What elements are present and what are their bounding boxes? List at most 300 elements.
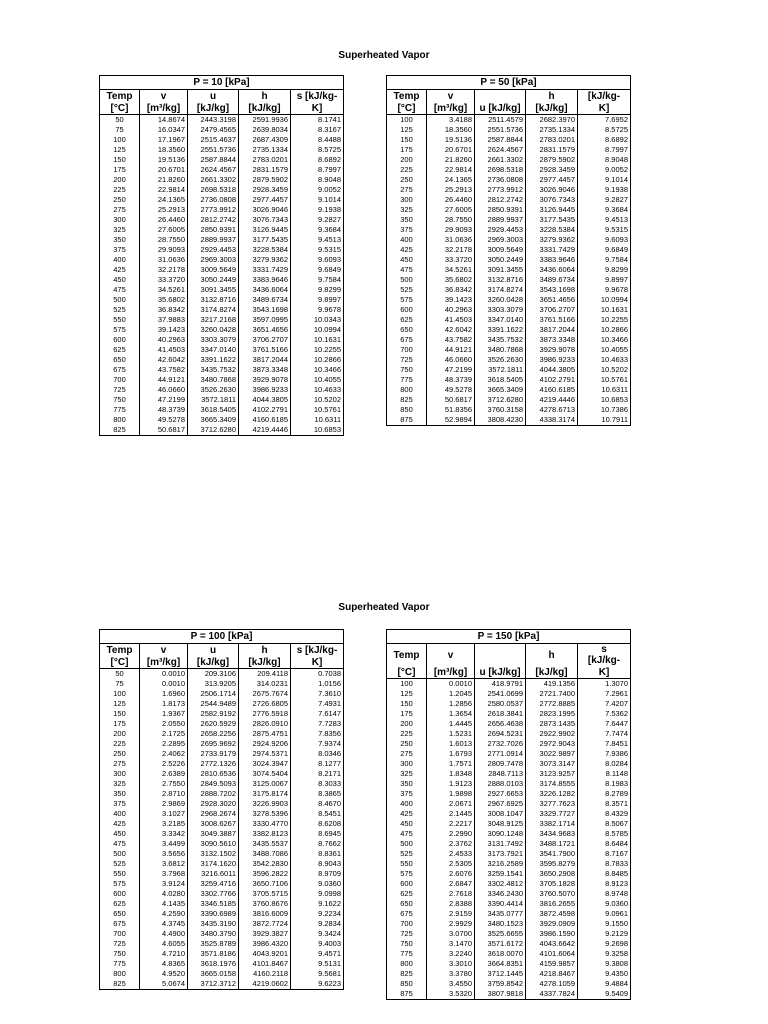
h-cell: 3986.1590 — [526, 929, 578, 939]
table-row — [100, 899, 344, 909]
temp-cell: 400 — [100, 255, 140, 265]
h-cell: 4043.6642 — [526, 939, 578, 949]
v-cell: 2.2990 — [427, 829, 475, 839]
temp-cell: 600 — [100, 335, 140, 345]
table-row — [100, 375, 344, 385]
v-cell: 2.4062 — [140, 749, 188, 759]
table-row — [387, 829, 631, 839]
s-cell: 9.3684 — [578, 205, 631, 215]
h-cell: 2928.3459 — [526, 165, 578, 175]
u-cell: 3390.4414 — [475, 899, 526, 909]
h-cell: 4160.2118 — [239, 969, 291, 979]
temp-cell: 375 — [387, 225, 427, 235]
temp-cell: 300 — [387, 195, 427, 205]
table-row — [100, 939, 344, 949]
u-cell: 2812.2742 — [188, 215, 239, 225]
temp-cell: 375 — [100, 799, 140, 809]
h-cell: 4160.6185 — [526, 385, 578, 395]
s-cell: 9.0998 — [291, 889, 344, 899]
v-cell: 2.8388 — [427, 899, 475, 909]
s-cell: 8.3571 — [578, 799, 631, 809]
table-row — [387, 899, 631, 909]
h-cell: 3177.5435 — [526, 215, 578, 225]
s-cell: 8.7997 — [291, 165, 344, 175]
s-cell: 9.4513 — [291, 235, 344, 245]
h-header: h — [526, 644, 578, 667]
h-cell: 4338.3174 — [526, 415, 578, 426]
v-cell: 33.3720 — [140, 275, 188, 285]
temp-cell: 750 — [100, 949, 140, 959]
u-cell: 3260.0428 — [188, 325, 239, 335]
h-cell: 3872.4598 — [526, 909, 578, 919]
table-row — [100, 699, 344, 709]
pressure-title: P = 10 [kPa] — [100, 76, 344, 90]
s-cell: 10.0994 — [291, 325, 344, 335]
s-cell: 1.3070 — [578, 679, 631, 690]
u-cell: 2698.5318 — [475, 165, 526, 175]
s-cell: 10.5202 — [578, 365, 631, 375]
u-cell: 3391.1622 — [188, 355, 239, 365]
temp-cell: 800 — [387, 385, 427, 395]
v-cell: 2.9159 — [427, 909, 475, 919]
h-cell: 3929.9078 — [239, 375, 291, 385]
v-cell: 1.8348 — [427, 769, 475, 779]
temp-cell: 275 — [387, 749, 427, 759]
u-cell: 2733.9179 — [188, 749, 239, 759]
s-cell: 8.9048 — [578, 155, 631, 165]
table-row — [100, 295, 344, 305]
temp-cell: 125 — [100, 145, 140, 155]
u-cell: 2889.9937 — [188, 235, 239, 245]
h-cell: 3929.3827 — [239, 929, 291, 939]
table-row — [100, 185, 344, 195]
v-cell: 1.9898 — [427, 789, 475, 799]
table-row — [100, 235, 344, 245]
s-cell: 9.4003 — [291, 939, 344, 949]
s-cell: 8.1277 — [291, 759, 344, 769]
h-cell: 3816.6009 — [239, 909, 291, 919]
temp-cell: 200 — [387, 719, 427, 729]
table-row — [100, 325, 344, 335]
temp-cell: 775 — [387, 375, 427, 385]
u-cell: 3346.2430 — [475, 889, 526, 899]
u-cell: 3090.1248 — [475, 829, 526, 839]
u-cell: 3008.1047 — [475, 809, 526, 819]
u-cell: 3665.0158 — [188, 969, 239, 979]
temp-cell: 650 — [100, 909, 140, 919]
v-cell: 1.6013 — [427, 739, 475, 749]
s-cell: 9.7584 — [578, 255, 631, 265]
table-row — [100, 365, 344, 375]
h-cell: 2831.1579 — [526, 145, 578, 155]
table-body — [100, 115, 344, 436]
h-cell: 3383.9646 — [239, 275, 291, 285]
h-cell: 3543.1698 — [239, 305, 291, 315]
table-row — [100, 145, 344, 155]
s-cell: 9.8997 — [578, 275, 631, 285]
v-cell: 40.2963 — [140, 335, 188, 345]
u-cell: 3618.1976 — [188, 959, 239, 969]
temp-cell: 125 — [387, 689, 427, 699]
v-cell: 3.5656 — [140, 849, 188, 859]
v-cell: 1.2045 — [427, 689, 475, 699]
s-cell: 8.0284 — [578, 759, 631, 769]
temp-cell: 350 — [387, 779, 427, 789]
s-cell: 9.8299 — [578, 265, 631, 275]
table-row — [387, 709, 631, 719]
table-row — [100, 789, 344, 799]
h-cell: 3541.7900 — [526, 849, 578, 859]
temp-cell: 775 — [100, 405, 140, 415]
temp-cell: 100 — [387, 115, 427, 126]
u-cell: 3526.2630 — [188, 385, 239, 395]
u-cell: 3435.0777 — [475, 909, 526, 919]
h-cell: 2783.0201 — [526, 135, 578, 145]
v-cell: 2.9869 — [140, 799, 188, 809]
table-row — [387, 809, 631, 819]
u-cell: 3712.3712 — [188, 979, 239, 990]
u-cell: 2850.9391 — [188, 225, 239, 235]
temp-cell: 175 — [387, 145, 427, 155]
temp-cell: 275 — [100, 205, 140, 215]
table-row — [100, 225, 344, 235]
s-cell: 7.9374 — [291, 739, 344, 749]
temp-cell: 150 — [387, 699, 427, 709]
temp-cell: 475 — [100, 285, 140, 295]
s-cell: 9.3684 — [291, 225, 344, 235]
s-cell: 10.7911 — [578, 415, 631, 426]
h-cell: 2831.1579 — [239, 165, 291, 175]
h-cell: 3435.5537 — [239, 839, 291, 849]
h-cell: 419.1356 — [526, 679, 578, 690]
h-cell: 2972.9043 — [526, 739, 578, 749]
s-cell: 10.2866 — [578, 325, 631, 335]
temp-cell: 350 — [387, 215, 427, 225]
s-cell: 9.2234 — [291, 909, 344, 919]
h-cell: 2675.7674 — [239, 689, 291, 699]
table-row — [100, 425, 344, 436]
h-cell: 3226.1282 — [526, 789, 578, 799]
s-cell: 7.9386 — [578, 749, 631, 759]
u-cell: 2849.5093 — [188, 779, 239, 789]
table-p10 — [99, 75, 344, 436]
v-cell: 35.6802 — [140, 295, 188, 305]
v-cell: 33.3720 — [427, 255, 475, 265]
s-cell: 7.8356 — [291, 729, 344, 739]
table-row — [100, 305, 344, 315]
table-row — [100, 779, 344, 789]
s-cell: 8.4670 — [291, 799, 344, 809]
u-cell: 3807.9818 — [475, 989, 526, 1000]
s-cell: 10.6311 — [291, 415, 344, 425]
s-cell: 7.2961 — [578, 689, 631, 699]
u-cell: 3009.5649 — [188, 265, 239, 275]
temp-unit: [°C] — [387, 102, 427, 115]
h-cell: 2977.4457 — [526, 175, 578, 185]
table-row — [387, 699, 631, 709]
table-row — [387, 939, 631, 949]
temp-cell: 225 — [100, 739, 140, 749]
v-cell: 34.5261 — [140, 285, 188, 295]
u-cell: 3571.8186 — [188, 949, 239, 959]
table-body — [387, 679, 631, 1000]
temp-cell: 275 — [100, 759, 140, 769]
h-cell: 3651.4656 — [239, 325, 291, 335]
temp-cell: 400 — [387, 799, 427, 809]
v-cell: 31.0636 — [140, 255, 188, 265]
h-cell: 3226.9903 — [239, 799, 291, 809]
temp-cell: 800 — [100, 415, 140, 425]
temp-cell: 525 — [100, 859, 140, 869]
s-cell: 9.0360 — [578, 899, 631, 909]
v-cell: 47.2199 — [140, 395, 188, 405]
h-cell: 3986.9233 — [239, 385, 291, 395]
h-cell: 3228.5384 — [239, 245, 291, 255]
u-cell: 3759.8542 — [475, 979, 526, 989]
h-cell: 3596.2822 — [239, 869, 291, 879]
u-cell: 3174.1620 — [188, 859, 239, 869]
s-cell: 8.9709 — [291, 869, 344, 879]
h-cell: 3705.1828 — [526, 879, 578, 889]
temp-cell: 675 — [100, 919, 140, 929]
u-cell: 3174.8274 — [188, 305, 239, 315]
s-cell: 7.8451 — [578, 739, 631, 749]
temp-cell: 500 — [387, 275, 427, 285]
table-row — [100, 949, 344, 959]
u-cell: 3050.2449 — [475, 255, 526, 265]
temp-cell: 450 — [100, 275, 140, 285]
v-cell: 2.7618 — [427, 889, 475, 899]
temp-cell: 525 — [100, 305, 140, 315]
h-cell: 2687.4309 — [239, 135, 291, 145]
u-header — [475, 644, 526, 667]
temp-cell: 600 — [100, 889, 140, 899]
s-cell: 10.5761 — [578, 375, 631, 385]
temp-cell: 325 — [100, 779, 140, 789]
h-cell: 2879.5902 — [526, 155, 578, 165]
u-cell: 3572.1811 — [475, 365, 526, 375]
temp-cell: 450 — [100, 829, 140, 839]
u-cell: 3049.3887 — [188, 829, 239, 839]
s-cell: 8.6892 — [291, 155, 344, 165]
table-row — [387, 779, 631, 789]
h-cell: 4102.2791 — [526, 375, 578, 385]
h-cell: 3331.7429 — [239, 265, 291, 275]
v-cell: 3.2240 — [427, 949, 475, 959]
h-cell: 3174.8555 — [526, 779, 578, 789]
v-cell: 52.9894 — [427, 415, 475, 426]
temp-cell: 725 — [100, 939, 140, 949]
s-cell: 9.1014 — [578, 175, 631, 185]
u-cell: 2479.4565 — [188, 125, 239, 135]
u-cell: 2812.2742 — [475, 195, 526, 205]
h-cell: 3076.7343 — [526, 195, 578, 205]
v-cell: 4.1435 — [140, 899, 188, 909]
v-cell: 50.6817 — [140, 425, 188, 436]
table-row — [387, 789, 631, 799]
table-row — [387, 729, 631, 739]
pressure-title: P = 150 [kPa] — [387, 630, 631, 644]
temp-header: Temp — [387, 90, 427, 103]
u-cell: 3302.7766 — [188, 889, 239, 899]
s-cell: 1.0156 — [291, 679, 344, 689]
s-cell: 8.7662 — [291, 839, 344, 849]
h-cell: 4101.6064 — [526, 949, 578, 959]
table-row — [100, 769, 344, 779]
u-cell: 3347.0140 — [188, 345, 239, 355]
table-row — [100, 689, 344, 699]
temp-cell: 725 — [387, 929, 427, 939]
v-cell: 3.0700 — [427, 929, 475, 939]
h-cell: 2735.1334 — [526, 125, 578, 135]
v-cell: 1.2856 — [427, 699, 475, 709]
h-cell: 3650.7106 — [239, 879, 291, 889]
u-cell: 3260.0428 — [475, 295, 526, 305]
temp-cell: 850 — [387, 979, 427, 989]
temp-cell: 300 — [100, 769, 140, 779]
temp-cell: 50 — [100, 115, 140, 126]
table-row — [100, 405, 344, 415]
table-row — [387, 375, 631, 385]
h-cell: 4278.6713 — [526, 405, 578, 415]
h-cell: 3177.5435 — [239, 235, 291, 245]
temp-cell: 150 — [387, 135, 427, 145]
table-row — [100, 809, 344, 819]
table-row — [387, 245, 631, 255]
u-cell: 3525.8789 — [188, 939, 239, 949]
v-cell: 46.0660 — [427, 355, 475, 365]
u-header: u — [188, 90, 239, 103]
h-cell: 3074.5404 — [239, 769, 291, 779]
u-cell: 3346.5185 — [188, 899, 239, 909]
u-cell: 2929.4453 — [475, 225, 526, 235]
u-cell: 3173.7921 — [475, 849, 526, 859]
u-cell: 2661.3302 — [188, 175, 239, 185]
temp-cell: 575 — [387, 869, 427, 879]
h-cell: 4043.9201 — [239, 949, 291, 959]
s-cell: 7.6447 — [578, 719, 631, 729]
table-body — [387, 115, 631, 426]
v-cell: 2.9929 — [427, 919, 475, 929]
h-header: h — [239, 644, 291, 657]
table-row — [100, 859, 344, 869]
h-cell: 3761.5166 — [526, 315, 578, 325]
temp-cell: 300 — [100, 215, 140, 225]
table-row — [100, 395, 344, 405]
u-cell: 3217.2168 — [188, 315, 239, 325]
table-row — [387, 749, 631, 759]
temp-cell: 200 — [100, 729, 140, 739]
s-cell: 8.6484 — [578, 839, 631, 849]
h-cell: 3076.7343 — [239, 215, 291, 225]
h-cell: 2776.5918 — [239, 709, 291, 719]
h-cell: 2726.6805 — [239, 699, 291, 709]
table-row — [100, 729, 344, 739]
h-cell: 3873.3348 — [526, 335, 578, 345]
v-cell: 22.9814 — [140, 185, 188, 195]
u-cell: 3091.3455 — [475, 265, 526, 275]
s-cell: 8.5785 — [578, 829, 631, 839]
h-cell: 4044.3805 — [526, 365, 578, 375]
v-cell: 36.8342 — [140, 305, 188, 315]
h-cell: 2682.3970 — [526, 115, 578, 126]
v-cell: 3.6812 — [140, 859, 188, 869]
table-row — [387, 125, 631, 135]
v-cell: 2.2217 — [427, 819, 475, 829]
table-row — [387, 135, 631, 145]
h-cell: 3383.9646 — [526, 255, 578, 265]
v-cell: 3.4188 — [427, 115, 475, 126]
v-cell: 3.9124 — [140, 879, 188, 889]
s-cell: 10.7386 — [578, 405, 631, 415]
h-cell: 3929.0909 — [526, 919, 578, 929]
u-cell: 2772.1326 — [188, 759, 239, 769]
temp-cell: 475 — [387, 829, 427, 839]
temp-cell: 575 — [387, 295, 427, 305]
h-cell: 3597.0995 — [239, 315, 291, 325]
h-cell: 4101.8467 — [239, 959, 291, 969]
h-cell: 4337.7824 — [526, 989, 578, 1000]
v-cell: 22.9814 — [427, 165, 475, 175]
u-cell: 3435.3190 — [188, 919, 239, 929]
h-cell: 2823.1995 — [526, 709, 578, 719]
temp-cell: 400 — [100, 809, 140, 819]
v-cell: 39.1423 — [140, 325, 188, 335]
u-cell: 2968.2674 — [188, 809, 239, 819]
s-cell: 9.2834 — [291, 919, 344, 929]
h-cell: 2735.1334 — [239, 145, 291, 155]
s-unit-line1: [kJ/kg- — [587, 655, 621, 666]
temp-cell: 150 — [100, 155, 140, 165]
u-cell: 3618.5405 — [475, 375, 526, 385]
h-cell: 3542.2830 — [239, 859, 291, 869]
v-cell: 2.1445 — [427, 809, 475, 819]
s-cell: 8.6208 — [291, 819, 344, 829]
s-cell: 8.5725 — [291, 145, 344, 155]
temp-cell: 800 — [100, 969, 140, 979]
temp-cell: 775 — [100, 959, 140, 969]
table-row — [100, 415, 344, 425]
temp-cell: 425 — [100, 819, 140, 829]
v-cell: 20.6701 — [427, 145, 475, 155]
v-cell: 19.5136 — [427, 135, 475, 145]
s-cell: 10.0994 — [578, 295, 631, 305]
s-cell: 9.3258 — [578, 949, 631, 959]
v-cell: 35.6802 — [427, 275, 475, 285]
u-cell: 3665.3409 — [188, 415, 239, 425]
h-cell: 3331.7429 — [526, 245, 578, 255]
u-cell: 2620.5929 — [188, 719, 239, 729]
v-cell: 50.6817 — [427, 395, 475, 405]
s-cell: 9.5409 — [578, 989, 631, 1000]
h-cell: 3436.6064 — [526, 265, 578, 275]
v-cell: 36.8342 — [427, 285, 475, 295]
temp-cell: 425 — [100, 265, 140, 275]
h-cell: 2721.7400 — [526, 689, 578, 699]
temp-cell: 325 — [100, 225, 140, 235]
h-cell: 2772.8885 — [526, 699, 578, 709]
v-cell: 4.7210 — [140, 949, 188, 959]
s-cell: 8.1741 — [291, 115, 344, 126]
h-cell: 3024.3947 — [239, 759, 291, 769]
table-row — [100, 355, 344, 365]
v-cell: 28.7550 — [427, 215, 475, 225]
v-header: v — [140, 644, 188, 657]
s-cell: 9.6849 — [291, 265, 344, 275]
s-cell: 8.4488 — [291, 135, 344, 145]
h-cell: 3488.7086 — [239, 849, 291, 859]
v-cell: 25.2913 — [427, 185, 475, 195]
